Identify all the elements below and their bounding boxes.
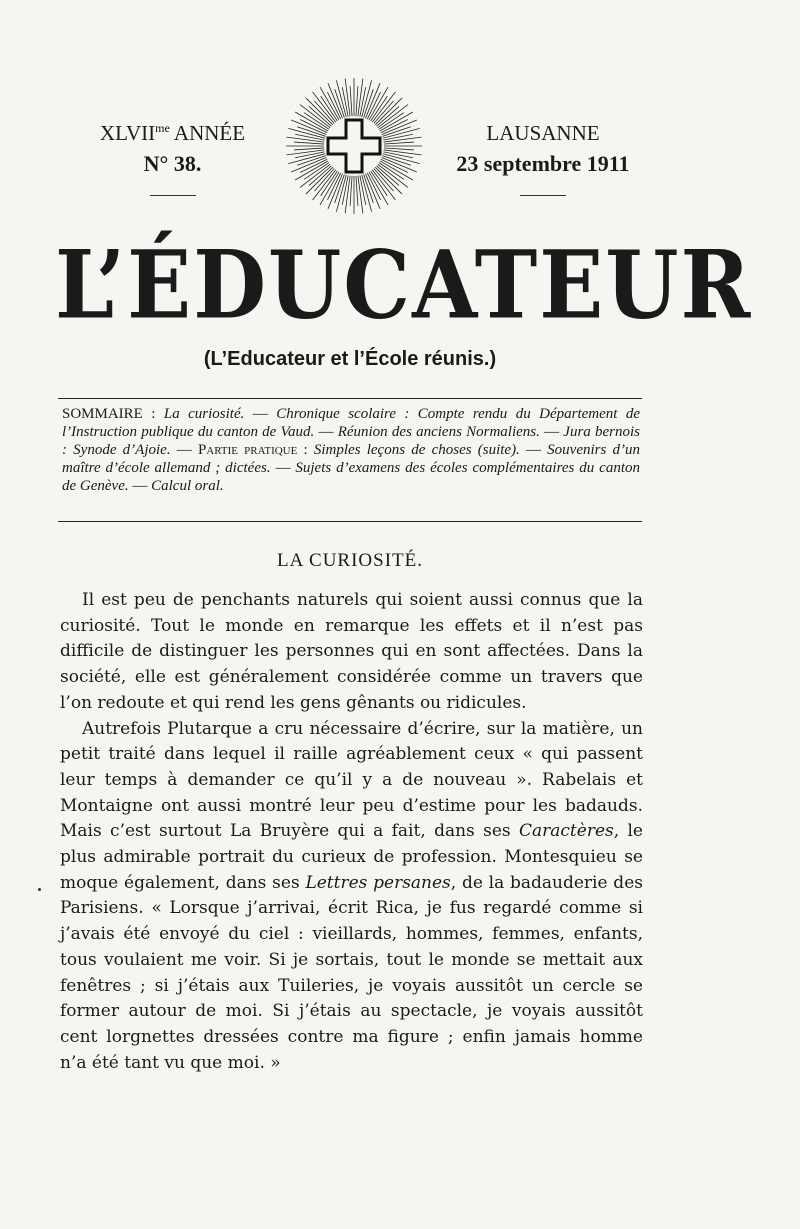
paragraph-2-part-b: , le plus admirable portrait du curieux de profession. Montesquieu se moque également, dans ses <box>60 821 643 893</box>
paragraph-2-part-c: , de la badauderie des Parisiens. « Lorsque j’arrivai, écrit Rica, je fus regardé comme si j’avais été envoyé du ciel : vieillards, hommes, femmes, enfants, tous voulaient me voir. Si je sortais, tout le monde se mettait aux fenêtres ; si j’étais aux Tuileries, je voyais aussitôt un cercle se former autour de moi. Si j’étais au spectacle, je voyais aussitôt cent lorgnettes dressées contre ma figure ; enfin jamais homme n’a été tant vu que moi. » <box>60 872 643 1073</box>
header-right <box>438 116 648 196</box>
article-title: LA CURIOSITÉ. <box>277 550 423 571</box>
issue-date: 23 septembre 1911 <box>456 151 630 176</box>
paragraph-2 <box>60 717 643 1077</box>
summary-separator: — <box>519 442 548 458</box>
volume-year <box>85 121 260 146</box>
short-divider-left <box>150 195 196 196</box>
article-body <box>60 588 643 1076</box>
summary-item: Calcul oral. <box>151 478 224 494</box>
summary-top-rule <box>58 398 642 399</box>
book-title-lettres-persanes: Lettres persanes <box>305 872 451 893</box>
summary-label: SOMMAIRE : <box>62 406 156 422</box>
summary-section-label: Partie pratique <box>197 442 298 458</box>
summary-block <box>62 405 640 495</box>
summary-item: Simples leçons de choses (suite). <box>313 442 520 458</box>
summary-item: Réunion des anciens Normaliens. <box>337 424 540 440</box>
summary-item: Souvenirs d’un maître d’école allemand ; dictées. <box>62 442 641 476</box>
summary-separator: : <box>297 442 314 458</box>
masthead-title: L’ÉDUCATEUR <box>55 229 753 340</box>
issue-number: N° 38. <box>143 151 202 176</box>
book-title-caracteres: Caractères <box>519 821 614 842</box>
swiss-cross-sunburst-icon <box>284 76 424 216</box>
summary-separator: — <box>314 424 338 440</box>
year-suffix: me <box>155 121 170 135</box>
short-divider-right <box>520 195 566 196</box>
paragraph-2-part-a: Autrefois Plutarque a cru nécessaire d’écrire, sur la matière, un petit traité dans lequel il raille agréablement ceux « qui passent leur temps à demander ce qu’il y a de nouveau ». Rabelais et Montaigne ont aussi montré leur peu d’estime pour les badauds. Mais c’est surtout La Bruyère qui a fait, dans ses <box>60 718 643 842</box>
margin-mark <box>38 888 41 891</box>
summary-bottom-rule <box>58 521 642 522</box>
paragraph-1: Il est peu de penchants naturels qui soient aussi connus que la curiosité. Tout le monde en remarque les effets et il n’est pas difficile de distinguer les personnes qui en sont affectées. Dans la société, elle est généralement considérée comme un travers que l’on redoute et qui rend les gens gênants ou ridicules. <box>60 590 643 713</box>
summary-item: La curiosité. <box>163 406 245 422</box>
summary-separator: — <box>170 442 198 458</box>
summary-separator: — <box>128 478 152 494</box>
summary-item: Sujets d’examens des écoles complémentaires du canton de Genève. <box>62 460 640 494</box>
summary-item: Jura bernois : Synode d’Ajoie. <box>62 424 641 458</box>
masthead-subtitle: (L’Educateur et l’École réunis.) <box>203 348 497 370</box>
summary-separator: — <box>270 460 296 476</box>
header-left <box>85 116 260 196</box>
year-word: ANNÉE <box>173 121 246 145</box>
city: LAUSANNE <box>486 121 600 145</box>
summary-item: Chronique scolaire : Compte rendu du Département de l’Instruction publique du canton de Vaud. <box>62 406 641 440</box>
year-roman: XLVII <box>99 121 156 145</box>
summary-separator: — <box>244 406 277 422</box>
summary-separator: — <box>539 424 564 440</box>
